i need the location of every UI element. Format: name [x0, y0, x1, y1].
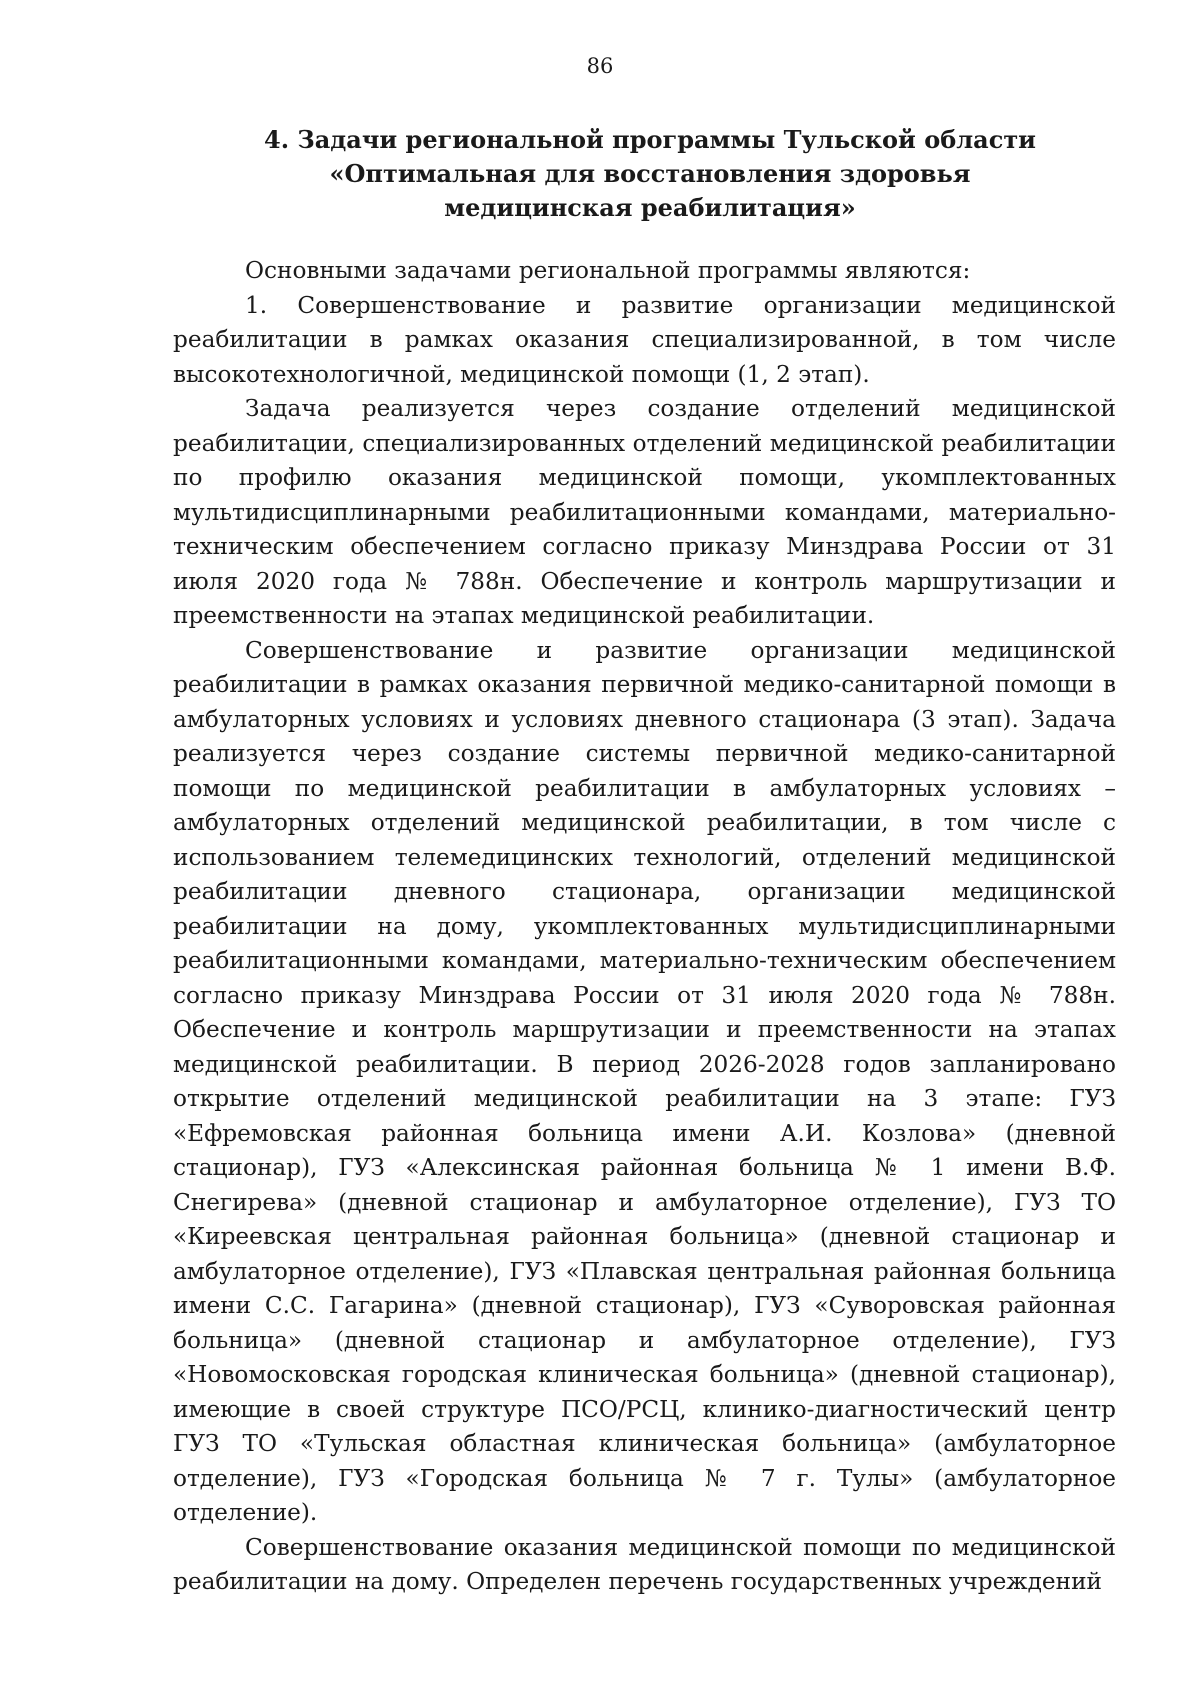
paragraph-intro: Основными задачами региональной программы являются: — [245, 257, 971, 284]
paragraph-task-1: 1. Совершенствование и развитие организации медицинской реабилитации в рамках оказания специализированной, в том числе высокотехнологичной, медицинской помощи (1, 2 этап). — [173, 291, 1116, 388]
paragraph-task-1-implementation: Задача реализуется через создание отделений медицинской реабилитации, специализированных отделений медицинской реабилитации по профилю оказания медицинской помощи, укомплектованных мультидисциплинарными реабилитационными командами, материально-техническим обеспечением согласно приказу Минздрава России от 31 июля 2020 года № 788н. Обеспечение и контроль маршрутизации и преемственности на этапах медицинской реабилитации. — [173, 395, 1116, 629]
section-heading — [200, 123, 1100, 225]
heading-line-3: медицинская реабилитация» — [444, 193, 856, 222]
heading-line-1: 4. Задачи региональной программы Тульской области — [264, 125, 1036, 154]
paragraph-stage-3: Совершенствование и развитие организации медицинской реабилитации в рамках оказания первичной медико-санитарной помощи в амбулаторных условиях и условиях дневного стационара (3 этап). Задача реализуется через создание системы первичной медико-санитарной помощи по медицинской реабилитации в амбулаторных условиях – амбулаторных отделений медицинской реабилитации, в том числе с использованием телемедицинских технологий, отделений медицинской реабилитации дневного стационара, организации медицинской реабилитации на дому, укомплектованных мультидисциплинарными реабилитационными командами, материально-техническим обеспечением согласно приказу Минздрава России от 31 июля 2020 года № 788н. Обеспечение и контроль маршрутизации и преемственности на этапах медицинской реабилитации. В период 2026-2028 годов запланировано открытие отделений медицинской реабилитации на 3 этапе: ГУЗ «Ефремовская районная больница имени А.И. Козлова» (дневной стационар), ГУЗ «Алексинская районная больница № 1 имени В.Ф. Снегирева» (дневной стационар и амбулаторное отделение), ГУЗ ТО «Киреевская центральная районная больница» (дневной стационар и амбулаторное отделение), ГУЗ «Плавская центральная районная больница имени С.С. Гагарина» (дневной стационар), ГУЗ «Суворовская районная больница» (дневной стационар и амбулаторное отделение), ГУЗ «Новомосковская городская клиническая больница» (дневной стационар), имеющие в своей структуре ПСО/РСЦ, клинико-диагностический центр ГУЗ ТО «Тульская областная клиническая больница» (амбулаторное отделение), ГУЗ «Городская больница № 7 г. Тулы» (амбулаторное отделение). — [173, 636, 1116, 1526]
body-text — [173, 254, 1116, 1600]
heading-line-2: «Оптимальная для восстановления здоровья — [329, 159, 971, 188]
page-number: 86 — [586, 54, 614, 78]
paragraph-home-rehabilitation: Совершенствование оказания медицинской помощи по медицинской реабилитации на дому. Определен перечень государственных учреждений — [173, 1533, 1116, 1595]
